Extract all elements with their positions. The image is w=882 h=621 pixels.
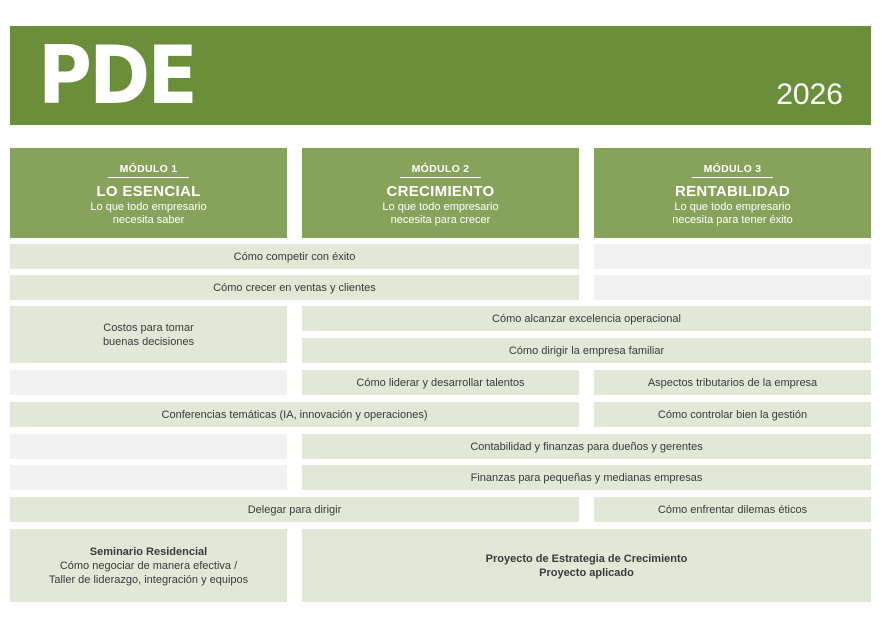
module-description: Lo que todo empresario necesita saber [90, 201, 207, 226]
year-label: 2026 [776, 78, 843, 111]
course-proyecto: Proyecto de Estrategia de Crecimiento Proyecto aplicado [302, 529, 871, 602]
empty-cell [594, 244, 871, 269]
course-seminario: Seminario Residencial Cómo negociar de manera efectiva / Taller de liderazgo, integración y equipos [10, 529, 287, 602]
course-gestion: Cómo controlar bien la gestión [594, 402, 871, 427]
module-2-header [302, 148, 579, 238]
module-label: MÓDULO 2 [400, 163, 482, 178]
course-delegar: Delegar para dirigir [10, 497, 579, 522]
pde-logo: PDE [38, 29, 196, 122]
course-finanzas-pymes: Finanzas para pequeñas y medianas empresas [302, 465, 871, 490]
empty-cell [10, 434, 287, 459]
course-costos: Costos para tomar buenas decisiones [10, 306, 287, 363]
module-1-header [10, 148, 287, 238]
module-label: MÓDULO 1 [108, 163, 190, 178]
course-familiar: Cómo dirigir la empresa familiar [302, 338, 871, 363]
module-name: CRECIMIENTO [386, 183, 495, 200]
course-conferencias: Conferencias temáticas (IA, innovación y operaciones) [10, 402, 579, 427]
course-contabilidad: Contabilidad y finanzas para dueños y gerentes [302, 434, 871, 459]
course-talentos: Cómo liderar y desarrollar talentos [302, 370, 579, 395]
empty-cell [10, 370, 287, 395]
course-dilemas: Cómo enfrentar dilemas éticos [594, 497, 871, 522]
course-excelencia: Cómo alcanzar excelencia operacional [302, 306, 871, 331]
course-competir: Cómo competir con éxito [10, 244, 579, 269]
header-banner [10, 26, 871, 125]
module-name: RENTABILIDAD [675, 183, 790, 200]
empty-cell [10, 465, 287, 490]
module-description: Lo que todo empresario necesita para tener éxito [672, 201, 793, 226]
module-3-header [594, 148, 871, 238]
course-crecer-ventas: Cómo crecer en ventas y clientes [10, 275, 579, 300]
seminario-title: Seminario Residencial [89, 545, 208, 558]
empty-cell [594, 275, 871, 300]
module-name: LO ESENCIAL [96, 183, 201, 200]
module-description: Lo que todo empresario necesita para crecer [382, 201, 499, 226]
course-tributarios: Aspectos tributarios de la empresa [594, 370, 871, 395]
module-label: MÓDULO 3 [692, 163, 774, 178]
